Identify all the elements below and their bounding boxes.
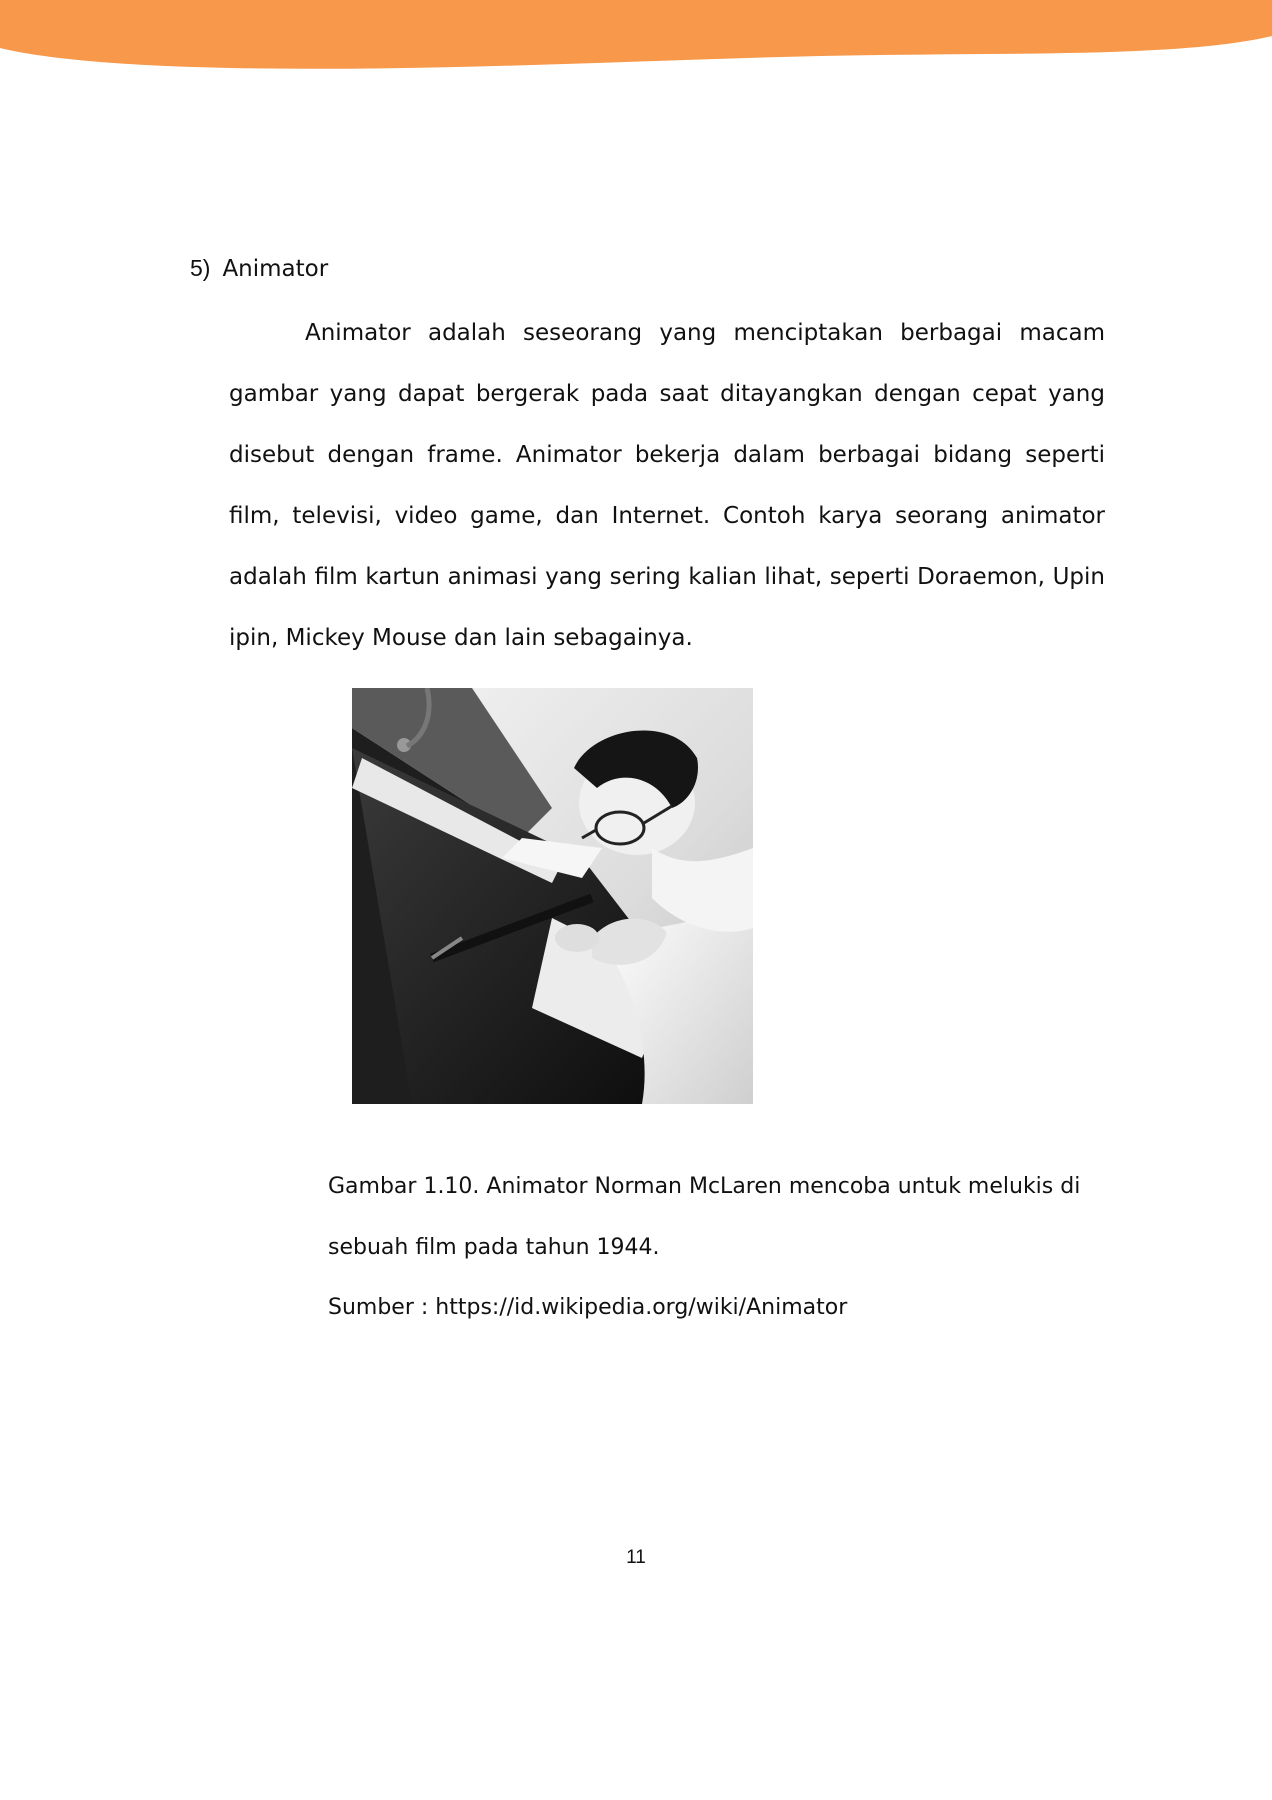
section-number: 5)	[190, 255, 211, 281]
body-paragraph: Animator adalah seseorang yang menciptakan berbagai macam gambar yang dapat bergerak pada saat ditayangkan dengan cepat yang disebut dengan frame. Animator bekerja dalam berbagai bidang seperti film, televisi, video game, dan Internet. Contoh karya seorang animator adalah film kartun animasi yang sering kalian lihat, seperti Doraemon, Upin ipin, Mickey Mouse dan lain sebagainya.	[229, 320, 1105, 651]
figure-caption: Gambar 1.10. Animator Norman McLaren mencoba untuk melukis di sebuah film pada tahun 1944.	[328, 1174, 1081, 1260]
section-title: Animator	[222, 256, 329, 282]
figure-photo	[352, 688, 753, 1104]
animator-photo-illustration	[352, 688, 753, 1104]
section-heading	[190, 250, 328, 287]
page-number: 11	[626, 1547, 646, 1568]
figure-source: Sumber : https://id.wikipedia.org/wiki/Animator	[328, 1295, 848, 1320]
top-wave-decoration	[0, 0, 1272, 80]
